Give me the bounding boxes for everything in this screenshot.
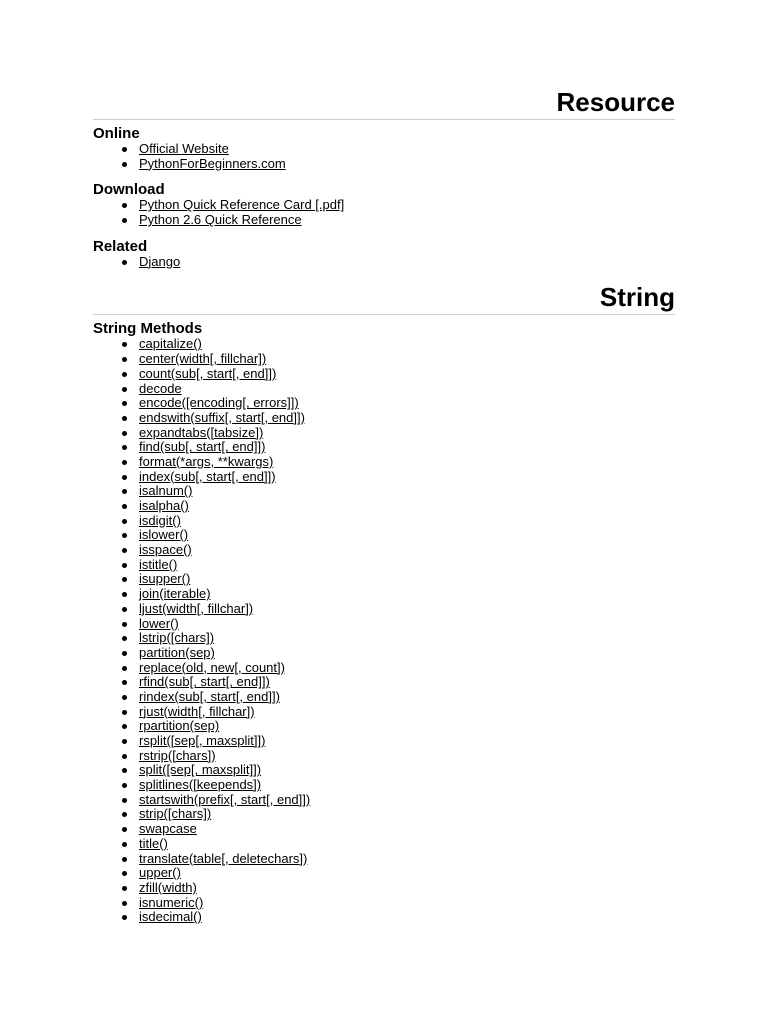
pythonforbeginners-link[interactable]: PythonForBeginners.com xyxy=(139,155,286,171)
string-method-link[interactable]: startswith(prefix[, start[, end]]) xyxy=(139,791,311,807)
list-item xyxy=(139,778,675,793)
online-links-list xyxy=(93,142,675,171)
list-item xyxy=(139,896,675,911)
string-method-link[interactable]: isspace() xyxy=(139,542,192,558)
list-item xyxy=(139,807,675,822)
list-item xyxy=(139,675,675,690)
list-item xyxy=(139,543,675,558)
list-item xyxy=(139,866,675,881)
string-method-link[interactable]: upper() xyxy=(139,865,181,881)
string-method-link[interactable]: title() xyxy=(139,835,168,851)
string-method-link[interactable]: lstrip([chars]) xyxy=(139,630,215,646)
list-item xyxy=(139,705,675,720)
list-item xyxy=(139,661,675,676)
list-item xyxy=(139,426,675,441)
string-method-link[interactable]: rpartition(sep) xyxy=(139,718,220,734)
list-item xyxy=(139,749,675,764)
string-method-link[interactable]: center(width[, fillchar]) xyxy=(139,351,267,367)
list-item xyxy=(139,382,675,397)
list-item xyxy=(139,646,675,661)
string-method-link[interactable]: replace(old, new[, count]) xyxy=(139,659,285,675)
string-section-title: String xyxy=(93,281,675,315)
string-method-link[interactable]: endswith(suffix[, start[, end]]) xyxy=(139,409,305,425)
list-item xyxy=(139,470,675,485)
list-item xyxy=(139,690,675,705)
string-method-link[interactable]: splitlines([keepends]) xyxy=(139,777,262,793)
resource-section-title: Resource xyxy=(93,86,675,120)
list-item xyxy=(139,514,675,529)
string-method-link[interactable]: rsplit([sep[, maxsplit]]) xyxy=(139,733,266,748)
list-item xyxy=(139,198,675,213)
string-method-link[interactable]: isupper() xyxy=(139,571,191,587)
string-method-link[interactable]: rfind(sub[, start[, end]]) xyxy=(139,674,270,690)
list-item xyxy=(139,440,675,455)
list-item xyxy=(139,411,675,426)
related-links-list xyxy=(93,255,675,270)
list-item xyxy=(139,793,675,808)
string-method-link[interactable]: isdigit() xyxy=(139,512,181,528)
string-methods-list xyxy=(93,337,675,925)
list-item xyxy=(139,852,675,867)
list-item xyxy=(139,763,675,778)
string-method-link[interactable]: capitalize() xyxy=(139,336,202,352)
string-method-link[interactable]: strip([chars]) xyxy=(139,806,212,822)
string-method-link[interactable]: lower() xyxy=(139,615,179,631)
string-method-link[interactable]: isdecimal() xyxy=(139,909,202,925)
list-item xyxy=(139,587,675,602)
string-method-link[interactable]: rstrip([chars]) xyxy=(139,747,216,763)
quick-reference-card-link[interactable]: Python Quick Reference Card [.pdf] xyxy=(139,197,345,213)
string-method-link[interactable]: islower() xyxy=(139,527,189,543)
string-method-link[interactable]: decode xyxy=(139,380,182,396)
string-methods-heading: String Methods xyxy=(93,320,203,338)
list-item xyxy=(139,142,675,157)
official-website-link[interactable]: Official Website xyxy=(139,141,229,156)
list-item xyxy=(139,255,675,270)
online-heading: Online xyxy=(93,125,140,142)
string-method-link[interactable]: zfill(width) xyxy=(139,879,197,895)
list-item xyxy=(139,455,675,470)
list-item xyxy=(139,157,675,172)
string-method-link[interactable]: rindex(sub[, start[, end]]) xyxy=(139,688,280,704)
string-method-link[interactable]: translate(table[, deletechars]) xyxy=(139,850,308,866)
list-item xyxy=(139,602,675,617)
list-item xyxy=(139,213,675,228)
string-method-link[interactable]: join(iterable) xyxy=(139,586,211,602)
list-item xyxy=(139,558,675,573)
string-method-link[interactable]: swapcase xyxy=(139,821,197,837)
list-item xyxy=(139,396,675,411)
string-method-link[interactable]: partition(sep) xyxy=(139,644,215,660)
list-item xyxy=(139,734,675,749)
list-item xyxy=(139,822,675,837)
list-item xyxy=(139,484,675,499)
download-links-list xyxy=(93,198,675,227)
django-link[interactable]: Django xyxy=(139,253,181,269)
python-26-quick-reference-link[interactable]: Python 2.6 Quick Reference xyxy=(139,212,302,228)
list-item xyxy=(139,837,675,852)
string-method-link[interactable]: count(sub[, start[, end]]) xyxy=(139,365,277,381)
list-item xyxy=(139,499,675,514)
list-item xyxy=(139,528,675,543)
string-method-link[interactable]: encode([encoding[, errors]]) xyxy=(139,395,299,411)
list-item xyxy=(139,617,675,632)
list-item xyxy=(139,719,675,734)
string-method-link[interactable]: index(sub[, start[, end]]) xyxy=(139,468,276,484)
string-method-link[interactable]: find(sub[, start[, end]]) xyxy=(139,439,266,455)
document-page xyxy=(93,86,675,925)
list-item xyxy=(139,631,675,646)
string-method-link[interactable]: isnumeric() xyxy=(139,894,204,910)
string-method-link[interactable]: rjust(width[, fillchar]) xyxy=(139,703,255,719)
string-method-link[interactable]: istitle() xyxy=(139,556,178,572)
string-method-link[interactable]: split([sep[, maxsplit]]) xyxy=(139,762,262,778)
string-method-link[interactable]: isalpha() xyxy=(139,498,189,513)
list-item xyxy=(139,910,675,925)
download-heading: Download xyxy=(93,181,165,199)
list-item xyxy=(139,881,675,896)
list-item xyxy=(139,352,675,367)
string-method-link[interactable]: ljust(width[, fillchar]) xyxy=(139,600,254,616)
list-item xyxy=(139,572,675,587)
string-method-link[interactable]: format(*args, **kwargs) xyxy=(139,453,274,469)
list-item xyxy=(139,337,675,352)
string-method-link[interactable]: expandtabs([tabsize]) xyxy=(139,424,264,440)
related-heading: Related xyxy=(93,237,148,255)
list-item xyxy=(139,367,675,382)
string-method-link[interactable]: isalnum() xyxy=(139,483,193,499)
